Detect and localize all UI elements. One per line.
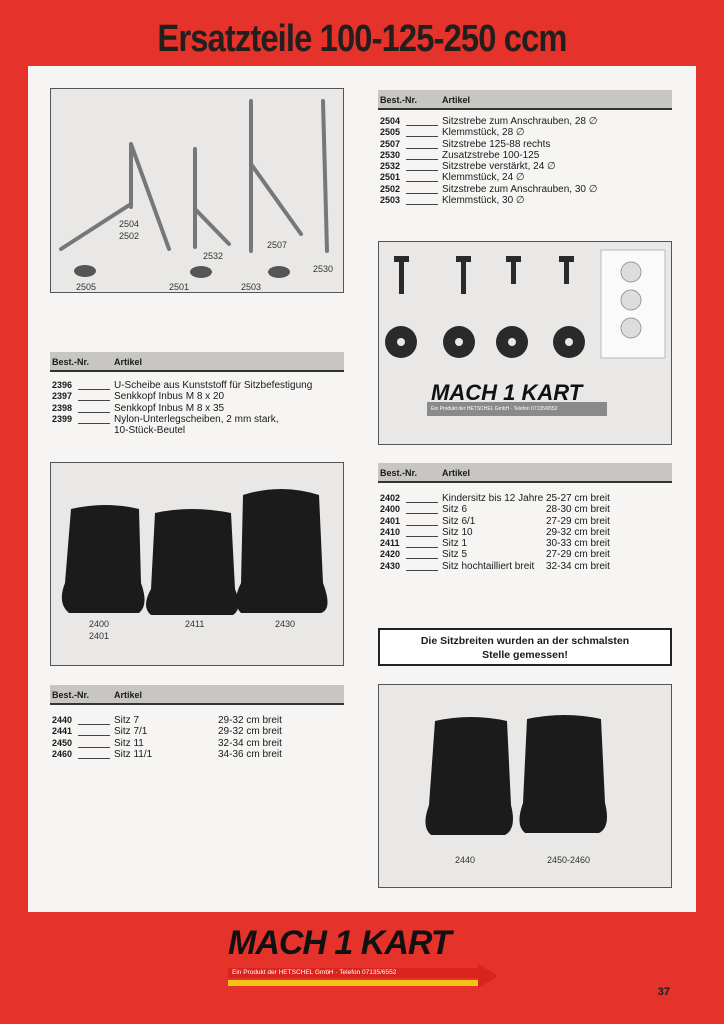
table-row: 2503 Klemmstück, 30 ∅	[380, 195, 525, 207]
table-seats-b	[50, 685, 344, 760]
logo-text: MACH 1 KART	[228, 924, 451, 962]
label-2411: 2411	[185, 619, 205, 629]
brand-logo-photo: MACH 1 KART	[431, 380, 583, 405]
table-row: 2460 Sitz 11/1 34-36 cm breit	[52, 748, 282, 760]
photo-seat-struts	[50, 88, 344, 293]
table-row: 2410 Sitz 10 29-32 cm breit	[380, 526, 610, 538]
col-artikel: Artikel	[442, 95, 471, 105]
label-2503: 2503	[241, 282, 262, 292]
table-row-continuation: 10-Stück-Beutel	[114, 425, 186, 437]
table-row: 2501 Klemmstück, 24 ∅	[380, 172, 525, 184]
catalog-page	[28, 66, 696, 912]
photo-seats-b	[378, 684, 672, 888]
col-bestnr: Best.-Nr.	[52, 690, 90, 700]
label-2450-2460: 2450-2460	[547, 855, 591, 865]
table-row: 2441 Sitz 7/1 29-32 cm breit	[52, 726, 282, 738]
label-2401: 2401	[89, 631, 110, 641]
notice-line-1: Die Sitzbreiten wurden an der schmalsten	[420, 635, 630, 647]
table-row: 2411 Sitz 1 30-33 cm breit	[380, 538, 610, 550]
table-row: 2532 Sitzstrebe verstärkt, 24 ∅	[380, 161, 556, 173]
table-row: 2402 Kindersitz bis 12 Jahre 25-27 cm breit	[380, 493, 610, 504]
table-row: 2396 U-Scheibe aus Kunststoff für Sitzbefestigung	[52, 380, 313, 391]
table-row: 2505 Klemmstück, 28 ∅	[380, 127, 525, 139]
label-2430: 2430	[275, 619, 296, 629]
label-2440: 2440	[455, 855, 476, 865]
table-header	[378, 463, 672, 483]
table-row: 2398 Senkkopf Inbus M 8 x 35	[52, 402, 225, 414]
brand-subline-photo: Ein Produkt der HETSCHEL GmbH · Telefon 07135/6552	[431, 406, 558, 412]
seats-illustration-b	[379, 685, 672, 888]
table-row: 2507 Sitzstrebe 125-88 rechts	[380, 138, 551, 150]
photo-screws-washers	[378, 241, 672, 445]
label-2532: 2532	[203, 251, 224, 261]
label-2501: 2501	[169, 282, 190, 292]
table-row: 2450 Sitz 11 32-34 cm breit	[52, 737, 282, 749]
col-bestnr: Best.-Nr.	[52, 357, 90, 367]
page-number: 37	[657, 986, 670, 998]
table-row: 2397 Senkkopf Inbus M 8 x 20	[52, 391, 225, 403]
logo-subline: Ein Produkt der HETSCHEL GmbH · Telefon 07135/6552	[232, 969, 397, 976]
col-bestnr: Best.-Nr.	[380, 468, 418, 478]
struts-illustration	[51, 89, 344, 293]
table-seats-a	[378, 463, 672, 572]
table-row: 2502 Sitzstrebe zum Anschrauben, 30 ∅	[380, 183, 598, 195]
col-artikel: Artikel	[114, 690, 143, 700]
label-2507: 2507	[267, 240, 288, 250]
table-row: 2504 Sitzstrebe zum Anschrauben, 28 ∅	[380, 116, 598, 127]
table-header	[378, 90, 672, 110]
table-row: 2440 Sitz 7 29-32 cm breit	[52, 715, 282, 726]
table-seat-struts	[378, 90, 672, 206]
table-row: 2420 Sitz 5 27-29 cm breit	[380, 549, 610, 561]
table-row: 2430 Sitz hochtailliert breit 32-34 cm breit	[380, 560, 610, 572]
notice-line-2: Stelle gemessen!	[482, 649, 568, 661]
brand-logo	[222, 920, 502, 998]
col-bestnr: Best.-Nr.	[380, 95, 418, 105]
screws-illustration	[379, 242, 672, 445]
label-2530: 2530	[313, 264, 334, 274]
table-seat-fasteners	[50, 352, 344, 436]
table-row: 2399 Nylon-Unterlegscheiben, 2 mm stark,	[52, 413, 279, 425]
label-2502: 2502	[119, 231, 140, 241]
page-title: Ersatzteile 100-125-250 ccm	[157, 18, 567, 60]
col-artikel: Artikel	[442, 468, 471, 478]
table-row: 2400 Sitz 6 28-30 cm breit	[380, 504, 610, 516]
col-artikel: Artikel	[114, 357, 143, 367]
notice-box	[378, 628, 672, 666]
label-2504: 2504	[119, 219, 140, 229]
label-2400: 2400	[89, 619, 110, 629]
photo-seats-a	[50, 462, 344, 666]
table-header	[50, 685, 344, 705]
table-row: 2401 Sitz 6/1 27-29 cm breit	[380, 515, 610, 527]
table-header	[50, 352, 344, 372]
label-2505: 2505	[76, 282, 97, 292]
table-row: 2530 Zusatzstrebe 100-125	[380, 149, 540, 161]
